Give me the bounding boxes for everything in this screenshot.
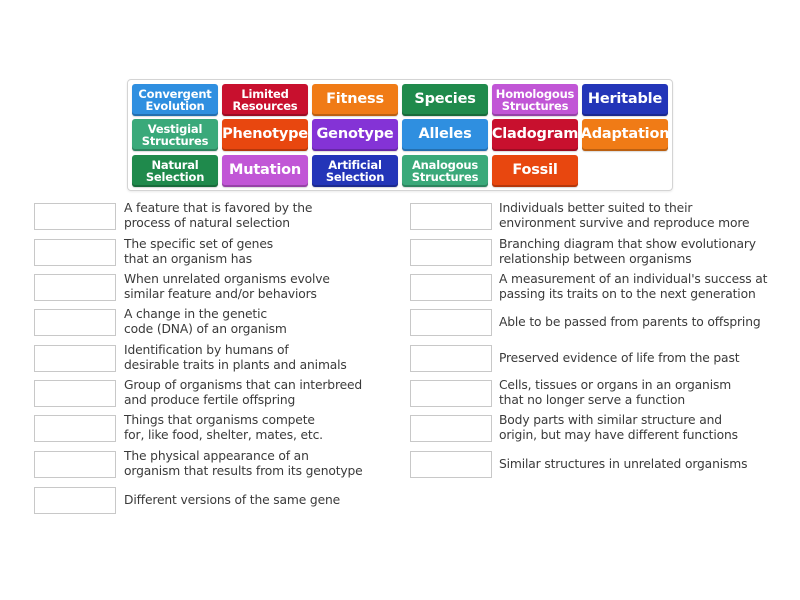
clue-text bbox=[124, 449, 363, 479]
clue-line-1: Different versions of the same gene bbox=[124, 493, 341, 507]
drop-slot[interactable] bbox=[34, 487, 116, 514]
tile-mutation[interactable] bbox=[222, 155, 308, 187]
tile-label: Mutation bbox=[228, 162, 302, 179]
drop-slot[interactable] bbox=[410, 415, 492, 442]
clue-line-1: Branching diagram that show evolutionary bbox=[499, 237, 756, 251]
clue-text bbox=[124, 272, 330, 302]
tile-label: Convergent Evolution bbox=[138, 86, 212, 113]
drop-slot[interactable] bbox=[410, 380, 492, 407]
clue-line-1: Able to be passed from parents to offspring bbox=[499, 315, 761, 329]
tile-label: Artificial Selection bbox=[325, 157, 385, 184]
drop-slot[interactable] bbox=[410, 309, 492, 336]
tile-natural-selection[interactable] bbox=[132, 155, 218, 187]
clue-text bbox=[499, 315, 761, 330]
clue-line-1: Preserved evidence of life from the past bbox=[499, 351, 740, 365]
drop-slot[interactable] bbox=[410, 203, 492, 230]
clue-line-2: relationship between organisms bbox=[499, 252, 692, 266]
tile-label: Cladogram bbox=[491, 126, 579, 143]
clue-line-1: Individuals better suited to their bbox=[499, 201, 693, 215]
clue-line-1: The physical appearance of an bbox=[124, 449, 309, 463]
clue-line-1: Body parts with similar structure and bbox=[499, 413, 722, 427]
drop-slot[interactable] bbox=[34, 415, 116, 442]
clue-line-2: that no longer serve a function bbox=[499, 393, 685, 407]
clue-line-1: Identification by humans of bbox=[124, 343, 289, 357]
clue-line-1: Things that organisms compete bbox=[124, 413, 315, 427]
tile-species[interactable] bbox=[402, 84, 488, 116]
tile-label: Limited Resources bbox=[232, 86, 298, 113]
tile-label: Vestigial Structures bbox=[141, 121, 209, 148]
tile-limited-resources[interactable] bbox=[222, 84, 308, 116]
drop-slot[interactable] bbox=[410, 239, 492, 266]
tile-cladogram[interactable] bbox=[492, 119, 578, 151]
clue-text bbox=[499, 413, 738, 443]
clue-line-2: similar feature and/or behaviors bbox=[124, 287, 317, 301]
clue-line-2: process of natural selection bbox=[124, 216, 290, 230]
drop-slot[interactable] bbox=[410, 274, 492, 301]
clue-line-2: and produce fertile offspring bbox=[124, 393, 296, 407]
clue-text bbox=[124, 237, 273, 267]
clue-line-1: Cells, tissues or organs in an organism bbox=[499, 378, 732, 392]
clue-text bbox=[499, 272, 767, 302]
tile-label: Heritable bbox=[587, 91, 663, 108]
clue-text bbox=[499, 351, 739, 366]
tile-label: Alleles bbox=[418, 126, 472, 143]
drop-slot[interactable] bbox=[34, 274, 116, 301]
tile-label: Genotype bbox=[316, 126, 394, 143]
clue-text bbox=[124, 343, 347, 373]
clue-line-1: Similar structures in unrelated organisms bbox=[499, 457, 748, 471]
drop-slot[interactable] bbox=[34, 380, 116, 407]
tile-homologous-structures[interactable] bbox=[492, 84, 578, 116]
tile-alleles[interactable] bbox=[402, 119, 488, 151]
drop-slot[interactable] bbox=[410, 345, 492, 372]
clue-line-2: origin, but may have different functions bbox=[499, 428, 738, 442]
tile-label: Fossil bbox=[512, 162, 558, 179]
drop-slot[interactable] bbox=[34, 309, 116, 336]
clue-line-1: The specific set of genes bbox=[124, 237, 274, 251]
clue-line-2: environment survive and reproduce more bbox=[499, 216, 750, 230]
tile-label: Species bbox=[414, 91, 476, 108]
tile-label: Adaptation bbox=[580, 126, 670, 143]
clue-line-1: Group of organisms that can interbreed bbox=[124, 378, 363, 392]
drop-slot[interactable] bbox=[34, 203, 116, 230]
clue-line-1: When unrelated organisms evolve bbox=[124, 272, 330, 286]
clue-line-2: desirable traits in plants and animals bbox=[124, 358, 347, 372]
drop-slot[interactable] bbox=[410, 451, 492, 478]
tile-label: Fitness bbox=[326, 91, 384, 108]
clue-line-1: A measurement of an individual's success at bbox=[499, 272, 768, 286]
clue-line-2: that an organism has bbox=[124, 252, 253, 266]
clue-line-2: passing its traits on to the next generation bbox=[499, 287, 756, 301]
clue-text bbox=[499, 378, 731, 408]
clue-text bbox=[499, 237, 756, 267]
clue-line-2: code (DNA) of an organism bbox=[124, 322, 287, 336]
tile-fitness[interactable] bbox=[312, 84, 398, 116]
clue-line-1: A change in the genetic bbox=[124, 307, 267, 321]
tile-artificial-selection[interactable] bbox=[312, 155, 398, 187]
tile-label: Natural Selection bbox=[145, 157, 205, 184]
tile-fossil[interactable] bbox=[492, 155, 578, 187]
clue-text bbox=[124, 493, 340, 508]
drop-slot[interactable] bbox=[34, 239, 116, 266]
tile-label: Phenotype bbox=[222, 126, 308, 143]
clue-text bbox=[124, 413, 323, 443]
clue-text bbox=[499, 201, 749, 231]
tile-analogous-structures[interactable] bbox=[402, 155, 488, 187]
clue-line-2: organism that results from its genotype bbox=[124, 464, 363, 478]
tile-convergent-evolution[interactable] bbox=[132, 84, 218, 116]
clue-text bbox=[124, 307, 287, 337]
clue-line-2: for, like food, shelter, mates, etc. bbox=[124, 428, 323, 442]
clue-line-1: A feature that is favored by the bbox=[124, 201, 313, 215]
clue-text bbox=[124, 378, 362, 408]
tile-vestigial-structures[interactable] bbox=[132, 119, 218, 151]
tile-label: Homologous Structures bbox=[495, 86, 575, 113]
clue-text bbox=[499, 457, 747, 472]
tile-genotype[interactable] bbox=[312, 119, 398, 151]
drop-slot[interactable] bbox=[34, 345, 116, 372]
tile-label: Analogous Structures bbox=[411, 157, 479, 184]
clue-text bbox=[124, 201, 312, 231]
tile-heritable[interactable] bbox=[582, 84, 668, 116]
tile-adaptation[interactable] bbox=[582, 119, 668, 151]
drop-slot[interactable] bbox=[34, 451, 116, 478]
tile-phenotype[interactable] bbox=[222, 119, 308, 151]
